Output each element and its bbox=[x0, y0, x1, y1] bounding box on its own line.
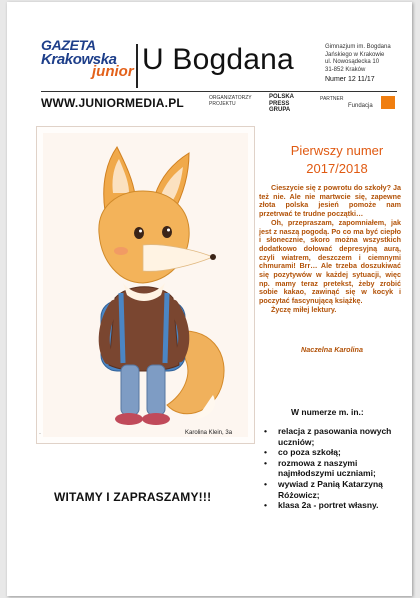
foundation-label: Fundacja bbox=[348, 103, 373, 109]
ppg-line: GRUPA bbox=[269, 107, 291, 113]
organizers-label bbox=[209, 95, 252, 107]
polska-press-logo bbox=[269, 94, 294, 114]
list-item: • klasa 2a - portret własny. bbox=[261, 500, 409, 511]
logo-krakowska-text: Krakowska bbox=[41, 51, 117, 68]
welcome-banner: WITAMY I ZAPRASZAMY!!! bbox=[54, 490, 212, 504]
article-paragraph: Oh, przepraszam, zapomniałem, jak jest z naszą pogodą. Po co ma być ciepło i słonecznie, skoro można wszystkich dodatkowo dołować depresyjną aurą, czyli wiatrem, deszczem i ciemnymi chmurami! Brr… Ale trzeba doszukiwać się pozytywów w każdej sytuacji, więc np. mamy teraz pretekst, żeby zrobić sobie kakao, zawinąć się w kocyk i poczytać fascynującą książkę. bbox=[259, 217, 401, 306]
school-line: 31-852 Kraków bbox=[325, 66, 366, 73]
article-signature: Naczelna Karolina bbox=[301, 345, 363, 354]
page-title: U Bogdana bbox=[142, 43, 294, 76]
list-item: • relacja z pasowania nowych uczniów; bbox=[261, 426, 409, 447]
article-body bbox=[259, 184, 401, 315]
contents-heading: W numerze m. in.: bbox=[291, 407, 364, 417]
list-item: • co poza szkołą; bbox=[261, 447, 409, 458]
school-line: Gimnazjum im. Bogdana bbox=[325, 44, 391, 50]
masthead-divider bbox=[136, 44, 138, 88]
logo-gazeta-text: GAZETA bbox=[41, 37, 96, 53]
fox-drawing bbox=[43, 133, 248, 437]
ppg-line: PRESS bbox=[269, 100, 290, 107]
logo-junior-text: junior bbox=[92, 63, 134, 80]
list-item: • wywiad z Panią Katarzyną Różowicz; bbox=[261, 479, 409, 500]
orange-logo bbox=[381, 96, 395, 109]
newsletter-page bbox=[7, 2, 412, 596]
illustration-dot: · bbox=[39, 431, 41, 437]
fox-illustration bbox=[36, 126, 255, 444]
article-paragraph: Życzę miłej lektury. bbox=[271, 304, 337, 314]
article-heading bbox=[267, 142, 407, 178]
contents-list bbox=[261, 426, 409, 511]
organizers-line: ORGANIZATORZY bbox=[209, 95, 252, 101]
partner-label: PARTNER bbox=[320, 96, 344, 102]
school-line: Jańskiego w Krakowie bbox=[325, 51, 385, 58]
ppg-line: POLSKA bbox=[269, 94, 295, 100]
article-heading-line2: 2017/2018 bbox=[306, 161, 368, 176]
organizers-line: PROJEKTU bbox=[209, 101, 236, 107]
illustration-caption: Karolina Klein, 3a bbox=[185, 430, 233, 436]
header-rule bbox=[41, 91, 397, 92]
article-heading-line1: Pierwszy numer bbox=[290, 143, 384, 158]
article-paragraph: Cieszycie się z powrotu do szkoły? Ja też nie. Ale nie martwcie się, zapewne złota polska jesień pomoże nam przetrwać te trudne początki… bbox=[259, 183, 401, 219]
issue-number: Numer 12 11/17 bbox=[325, 76, 375, 83]
website-link[interactable]: WWW.JUNIORMEDIA.PL bbox=[41, 96, 184, 110]
school-line: ul. Nowosądecka 10 bbox=[325, 59, 380, 66]
school-address bbox=[325, 44, 410, 74]
list-item: • rozmowa z naszymi najmłodszymi uczniami; bbox=[261, 458, 409, 479]
